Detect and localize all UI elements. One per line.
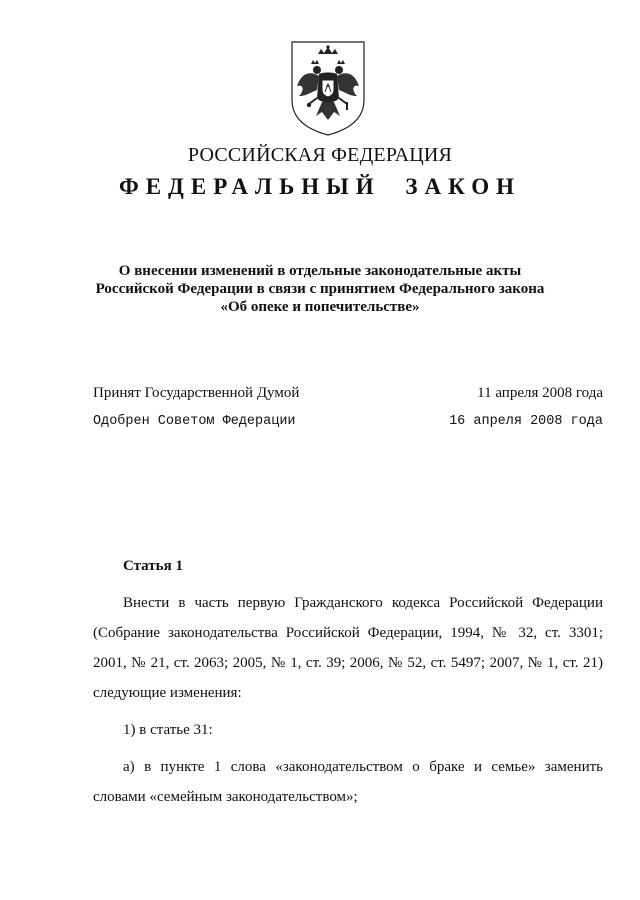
law-title-line: «Об опеке и попечительстве» bbox=[220, 299, 420, 315]
adoption-label: Принят Государственной Думой bbox=[93, 385, 300, 401]
article-line: 1) в статье 31: bbox=[123, 722, 213, 738]
article-line: 2001, № 21, ст. 2063; 2005, № 1, ст. 39; 2006, № 52, ст. 5497; 2007, № 1, ст. 21) bbox=[93, 655, 603, 671]
article-body bbox=[93, 588, 603, 812]
article-heading: Статья 1 bbox=[123, 558, 183, 574]
adoption-date: 11 апреля 2008 года bbox=[477, 385, 603, 401]
article-line: следующие изменения: bbox=[93, 685, 242, 701]
article-line: словами «семейным законодательством»; bbox=[93, 789, 358, 805]
document-type: ФЕДЕРАЛЬНЫЙ ЗАКОН bbox=[118, 174, 522, 199]
adoption-row-council bbox=[93, 414, 603, 434]
adoption-date: 16 апреля 2008 года bbox=[449, 414, 603, 429]
article-line: а) в пункте 1 слова «законодательством о браке и семье» заменить bbox=[123, 759, 603, 775]
article-line: Внести в часть первую Гражданского кодекса Российской Федерации bbox=[123, 595, 603, 611]
adoption-label: Одобрен Советом Федерации bbox=[93, 414, 296, 429]
law-title-line: Российской Федерации в связи с принятием Федерального закона bbox=[95, 281, 545, 297]
article-line: (Собрание законодательства Российской Федерации, 1994, № 32, ст. 3301; bbox=[93, 625, 603, 641]
state-name: РОССИЙСКАЯ ФЕДЕРАЦИЯ bbox=[187, 144, 453, 166]
law-title bbox=[0, 262, 640, 316]
russian-coat-of-arms-icon bbox=[289, 40, 367, 136]
adoption-row-duma bbox=[93, 385, 603, 405]
law-title-line: О внесении изменений в отдельные законодательные акты bbox=[118, 263, 522, 279]
